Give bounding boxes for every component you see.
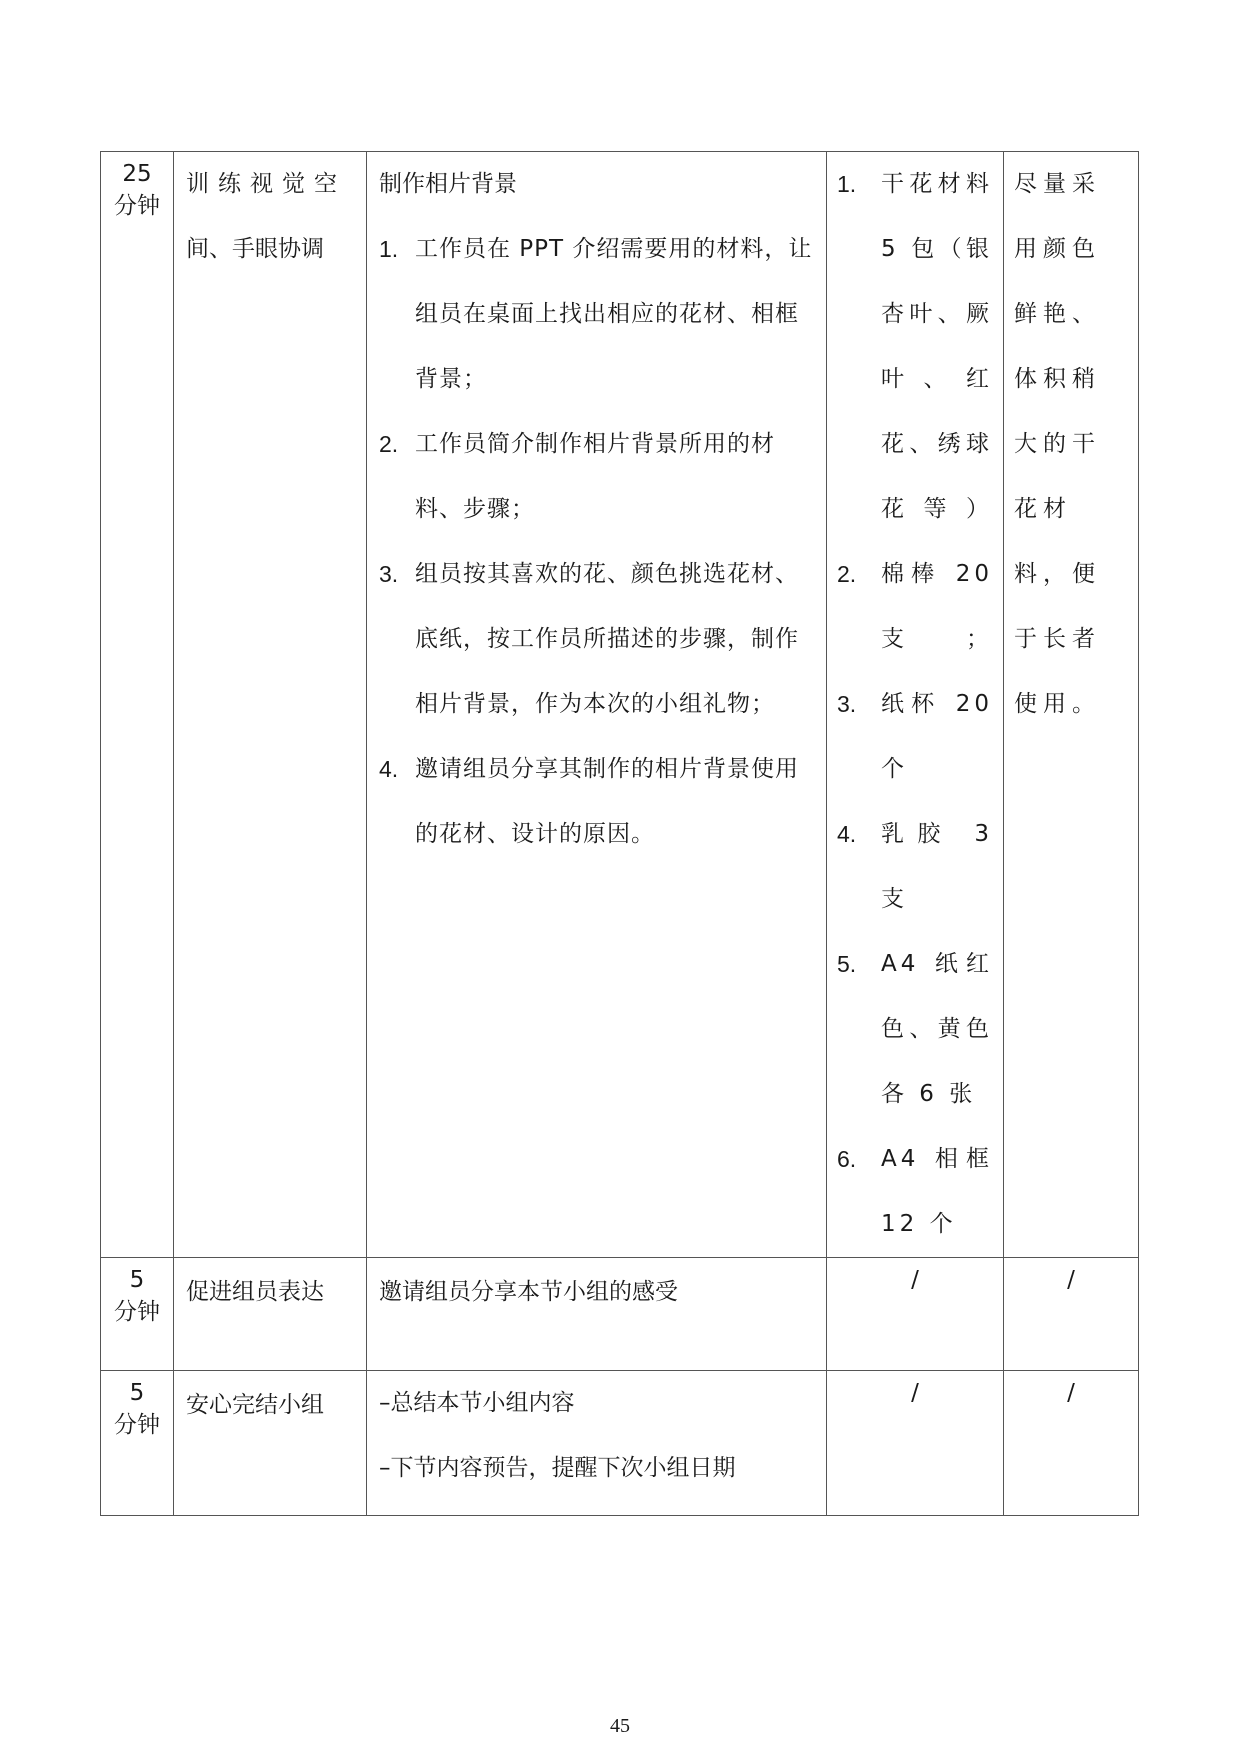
activity-plan-table [100,151,1139,1516]
list-text: A4 相框 12 个 [881,1146,993,1237]
list-text: 干花材料 5 包（银杏叶、厥叶 、 红花、绣球花等） [881,171,993,522]
list-item [837,932,993,1127]
list-item [837,1127,993,1257]
list-number: 4. [837,821,857,847]
time-cell [101,152,174,1258]
list-text: 工作员在 PPT 介绍需要用的材料，让组员在桌面上找出相应的花材、相框背景； [415,236,813,392]
time-unit: 分钟 [114,1412,160,1438]
goal-cell [174,152,367,1258]
content-line: –总结本节小组内容 [379,1390,575,1416]
content-line: –下节内容预告，提醒下次小组日期 [379,1455,736,1481]
materials-list [837,152,993,1257]
time-cell [101,1371,174,1516]
content-cell [367,1258,827,1371]
list-item [837,152,993,542]
note-text: / [1067,1380,1075,1406]
note-cell [1004,1258,1139,1371]
list-number: 1. [379,236,399,262]
note-cell [1004,1371,1139,1516]
table-row [101,1258,1139,1371]
materials-text: / [911,1267,919,1293]
list-text: A4 纸红色、黄色各 6 张 [881,951,993,1107]
goal-cell [174,1371,367,1516]
time-cell [101,1258,174,1371]
time-unit: 分钟 [114,1299,160,1325]
time-value: 5 [129,1380,145,1406]
list-item [379,737,816,867]
list-text: 邀请组员分享其制作的相片背景使用的花材、设计的原因。 [415,756,799,847]
list-item [837,542,993,672]
time-value: 5 [129,1267,145,1293]
list-text: 组员按其喜欢的花、颜色挑选花材、底纸，按工作员所描述的步骤，制作相片背景，作为本次的小组礼物； [415,561,799,717]
time-unit: 分钟 [114,193,160,219]
content-list [379,217,816,867]
table-row [101,152,1139,1258]
materials-cell [827,1371,1004,1516]
note-text: / [1067,1267,1075,1293]
list-number: 5. [837,951,857,977]
list-text: 纸杯 20 个 [881,691,993,782]
content-heading: 制作相片背景 [379,171,517,197]
goal-cell [174,1258,367,1371]
list-number: 3. [837,691,857,717]
list-text: 乳胶 3 支 [881,821,993,912]
note-cell [1004,152,1139,1258]
table-row [101,1371,1139,1516]
list-number: 3. [379,561,399,587]
time-value: 25 [122,161,152,187]
content-cell [367,1371,827,1516]
goal-text: 安心完结小组 [186,1392,324,1418]
list-text: 棉棒 20 支； [881,561,993,652]
goal-text-line2: 间、手眼协调 [186,236,324,262]
list-item [379,542,816,737]
list-item [379,217,816,412]
list-item [379,412,816,542]
list-number: 2. [837,561,857,587]
materials-cell [827,152,1004,1258]
list-text: 工作员简介制作相片背景所用的材料、步骤； [415,431,775,522]
list-item [837,672,993,802]
goal-text-line1: 训练视觉空 [186,171,346,197]
note-text: 尽量采用颜色鲜艳、体积稍大的干花材料，便于长者使用。 [1014,171,1101,717]
materials-text: / [911,1380,919,1406]
list-number: 6. [837,1146,857,1172]
content-cell [367,152,827,1258]
content-text: 邀请组员分享本节小组的感受 [379,1279,678,1305]
list-number: 2. [379,431,399,457]
list-number: 1. [837,171,857,197]
materials-cell [827,1258,1004,1371]
list-number: 4. [379,756,399,782]
page-number: 45 [610,1715,630,1737]
list-item [837,802,993,932]
goal-text: 促进组员表达 [186,1279,324,1305]
